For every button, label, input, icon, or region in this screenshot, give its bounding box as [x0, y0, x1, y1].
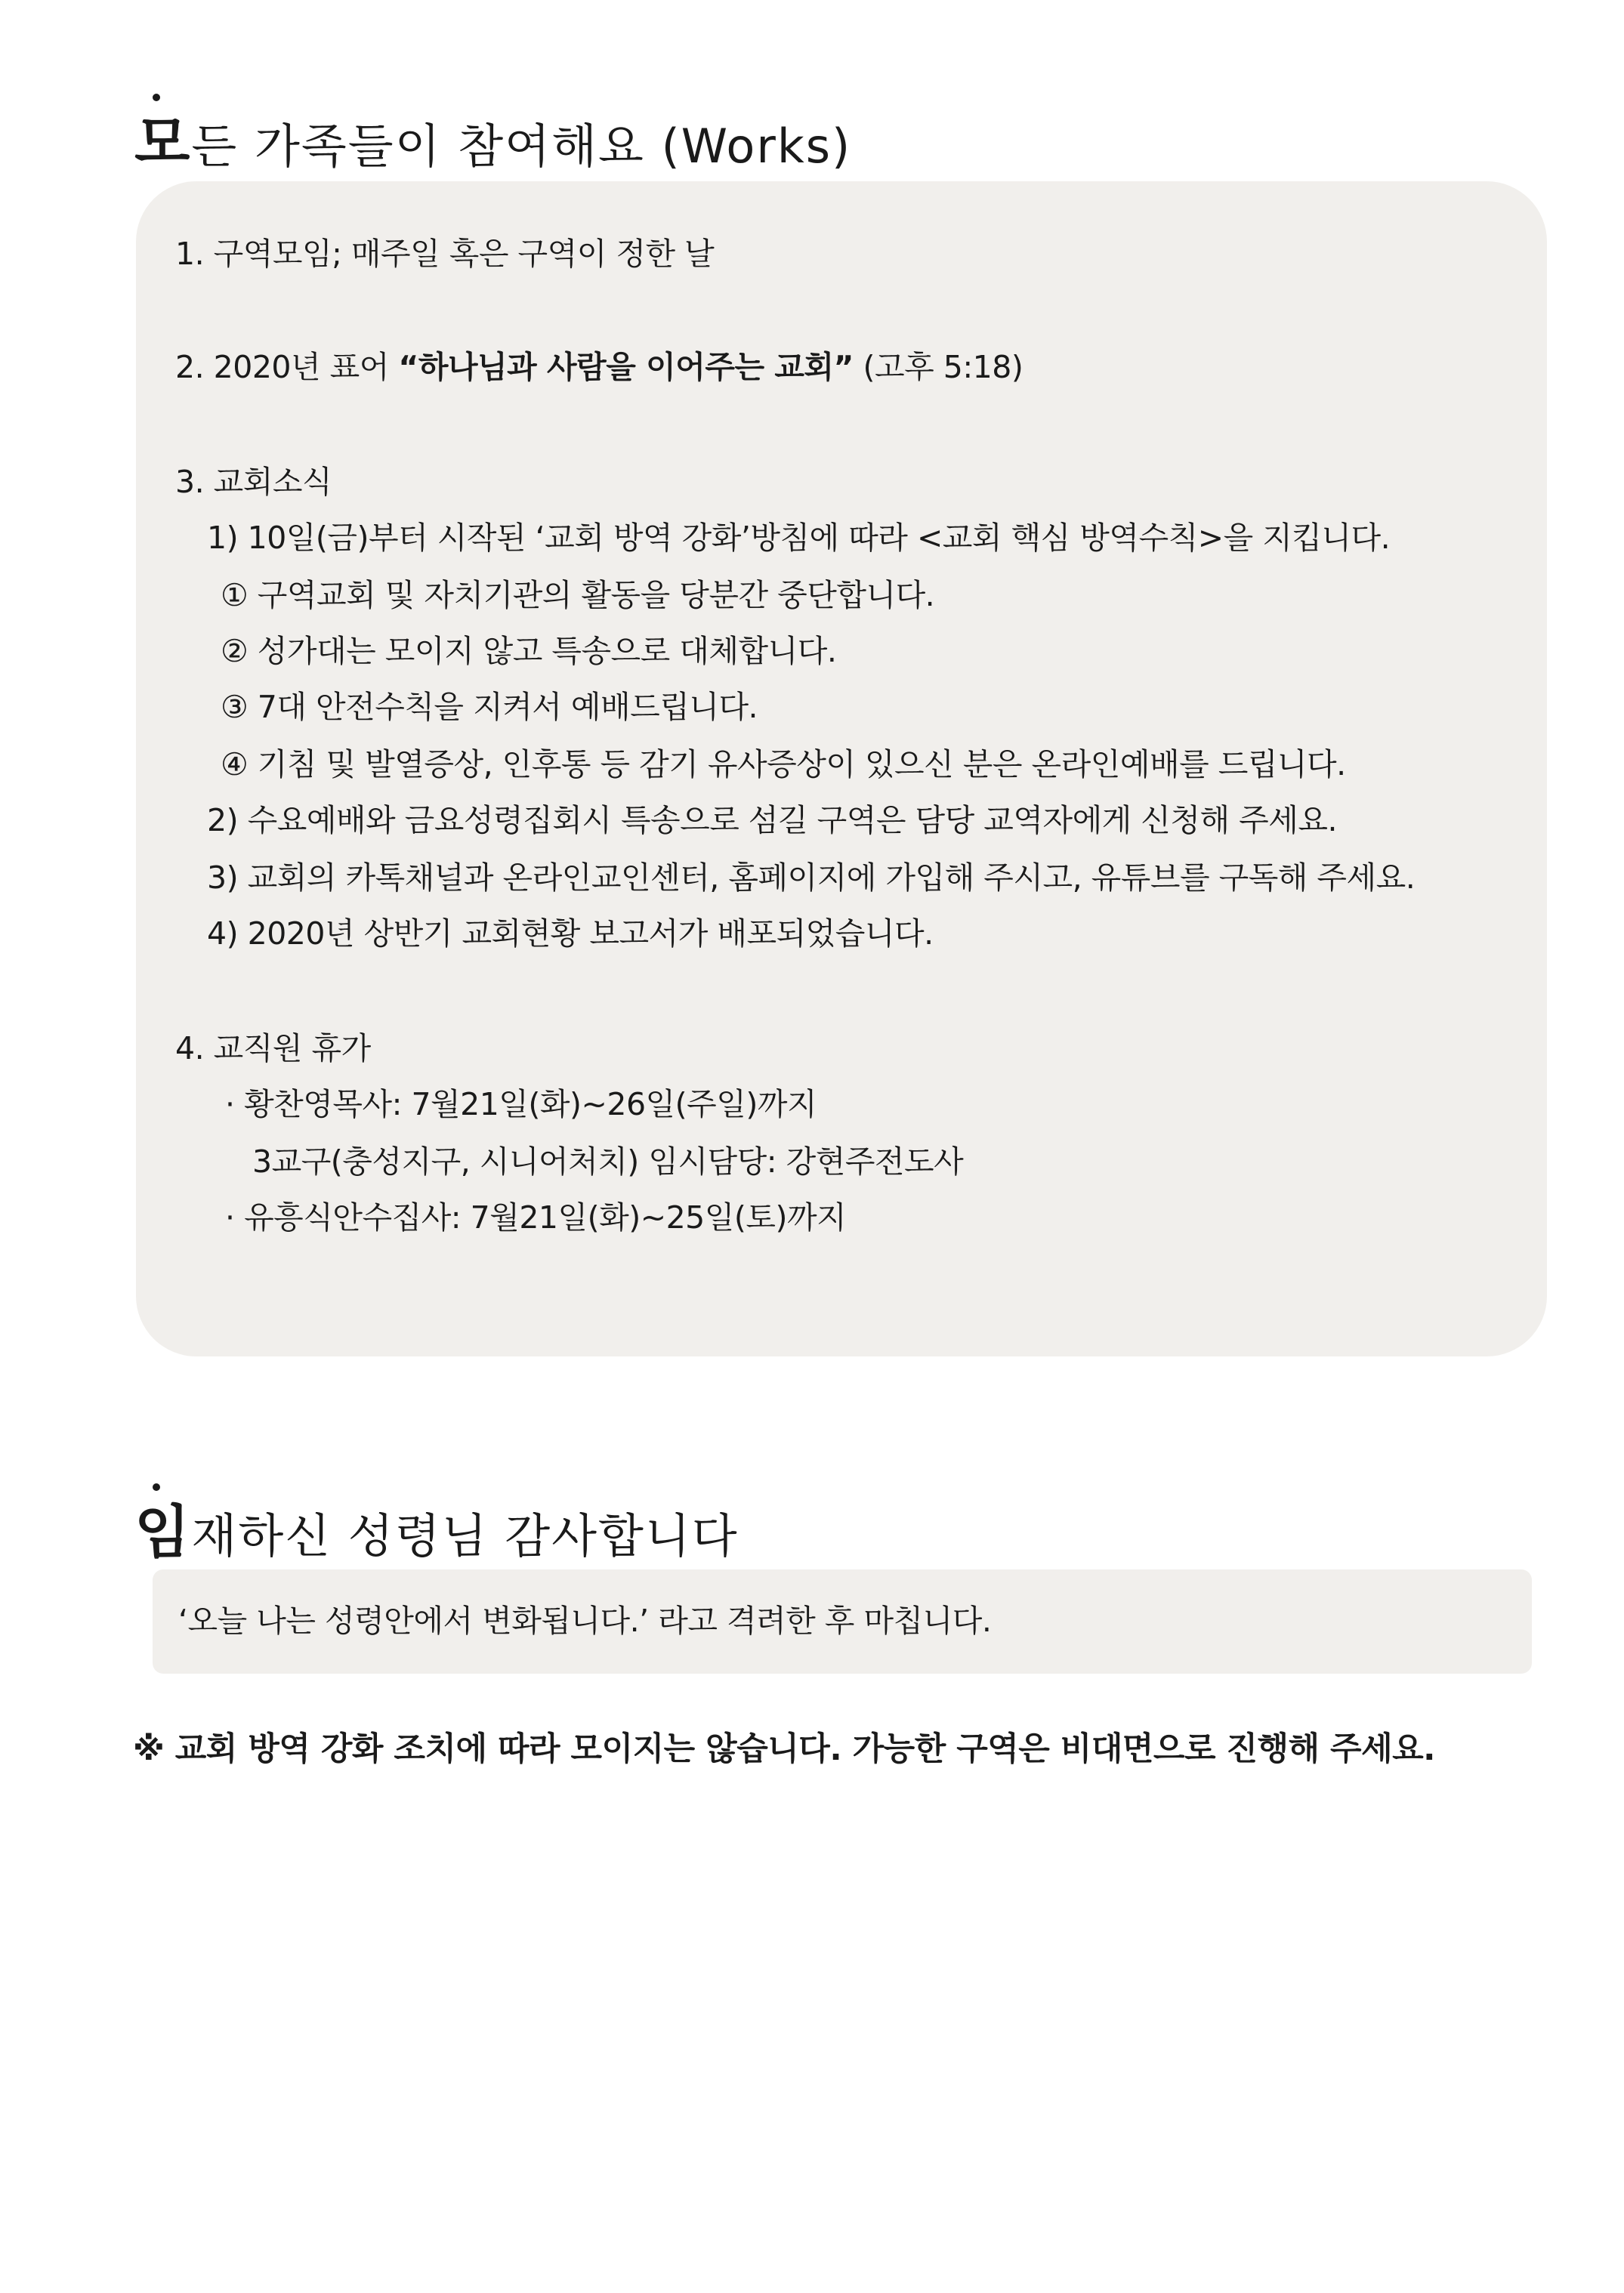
section-title-works: [134, 97, 851, 179]
news-item-1: 1) 10일(금)부터 시작된 ‘교회 방역 강화’방침에 따라 <교회 핵심 방역수칙>을 지킵니다.: [207, 520, 1391, 556]
news-item-1c: ③ 7대 안전수칙을 지켜서 예배드립니다.: [221, 689, 758, 725]
vacation-item-1-note: 3교구(충성지구, 시니어처치) 임시담당: 강현주전도사: [252, 1143, 964, 1180]
news-item-1a: ① 구역교회 및 자치기관의 활동을 당분간 중단합니다.: [221, 577, 935, 613]
section-title-holy-spirit: [134, 1486, 739, 1569]
item-district-meeting: 1. 구역모임; 매주일 혹은 구역이 정한 날: [175, 236, 715, 272]
section-title-initial: 모: [134, 109, 192, 176]
item-motto: [175, 349, 1023, 385]
closing-quote: ‘오늘 나는 성령안에서 변화됩니다.’ 라고 격려한 후 마칩니다.: [178, 1603, 992, 1639]
news-item-3: 3) 교회의 카톡채널과 온라인교인센터, 홈페이지에 가입해 주시고, 유튜브를 구독해 주세요.: [207, 859, 1416, 896]
news-item-2: 2) 수요예배와 금요성령집회시 특송으로 섬길 구역은 담당 교역자에게 신청해 주세요.: [207, 802, 1338, 838]
item-motto-prefix: 2. 2020년 표어: [175, 349, 399, 385]
section-title-text: 든 가족들이 참여해요 (Works): [191, 119, 852, 174]
item-motto-verse: (고후 5:18): [853, 349, 1023, 385]
notice-text: ※ 교회 방역 강화 조치에 따라 모이지는 않습니다. 가능한 구역은 비대면으로 진행해 주세요.: [133, 1730, 1435, 1768]
section-title-text: 재하신 성령님 감사합니다: [191, 1508, 739, 1563]
section-title-initial: 임: [134, 1498, 192, 1566]
vacation-item-2: · 유흥식안수집사: 7월21일(화)~25일(토)까지: [225, 1199, 847, 1236]
vacation-item-1: · 황찬영목사: 7월21일(화)~26일(주일)까지: [225, 1086, 817, 1122]
news-item-1b: ② 성가대는 모이지 않고 특송으로 대체합니다.: [221, 633, 837, 669]
item-church-news-heading: 3. 교회소식: [175, 464, 332, 500]
item-motto-text: “하나님과 사람을 이어주는 교회”: [398, 349, 854, 385]
item-staff-vacation-heading: 4. 교직원 휴가: [175, 1030, 371, 1066]
news-item-1d: ④ 기침 및 발열증상, 인후통 등 감기 유사증상이 있으신 분은 온라인예배를 드립니다.: [221, 746, 1346, 782]
news-item-4: 4) 2020년 상반기 교회현황 보고서가 배포되었습니다.: [207, 915, 934, 952]
